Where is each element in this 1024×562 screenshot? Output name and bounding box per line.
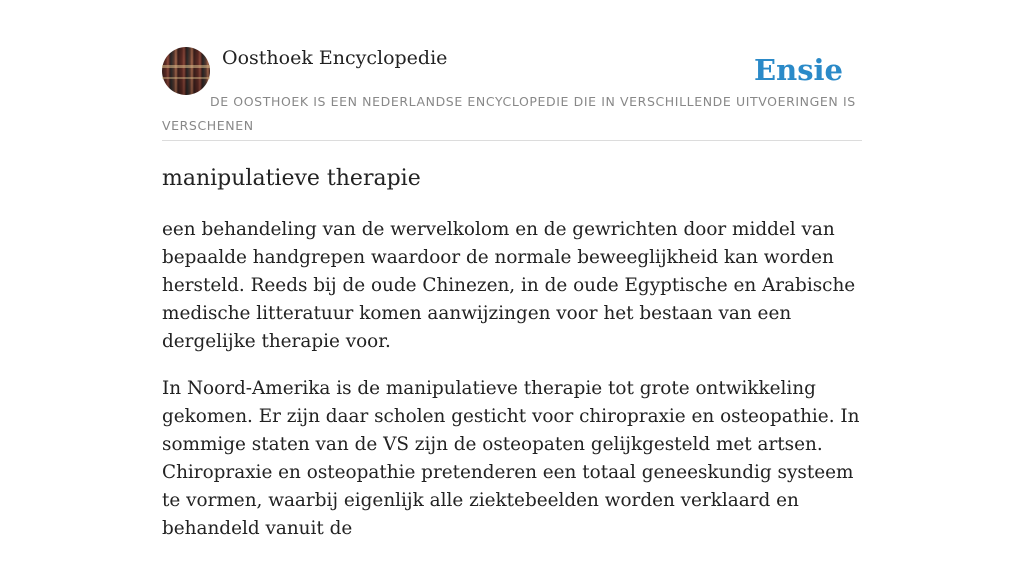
article-paragraph: een behandeling van de wervelkolom en de gewrichten door middel van bepaalde handgrepen waardoor de normale beweeglijkheid kan worden hersteld. Reeds bij de oude Chinezen, in de oude Egyptische en Arabische medische litteratuur komen aanwijzingen voor het bestaan van een dergelijke therapie voor.: [162, 219, 856, 352]
page-title: manipulatieve therapie: [162, 166, 421, 191]
site-tagline: DE OOSTHOEK IS EEN NEDERLANDSE ENCYCLOPEDIE DIE IN VERSCHILLENDE UITVOERINGEN IS VERSCHENEN: [162, 94, 856, 133]
site-header: [162, 46, 862, 141]
book-spines-avatar-icon[interactable]: [162, 47, 210, 95]
site-title[interactable]: Oosthoek Encyclopedie: [222, 47, 448, 69]
article-paragraph: In Noord-Amerika is de manipulatieve therapie tot grote ontwikkeling gekomen. Er zijn daar scholen gesticht voor chiropraxie en osteopathie. In sommige staten van de VS zijn de osteopaten gelijkgesteld met artsen. Chiropraxie en osteopathie pretenderen een totaal geneeskundig systeem te vormen, waarbij eigenlijk alle ziektebeelden worden verklaard en behandeld vanuit de: [162, 378, 860, 539]
article-body: [162, 216, 862, 562]
brand-logo[interactable]: Ensie: [754, 53, 843, 87]
